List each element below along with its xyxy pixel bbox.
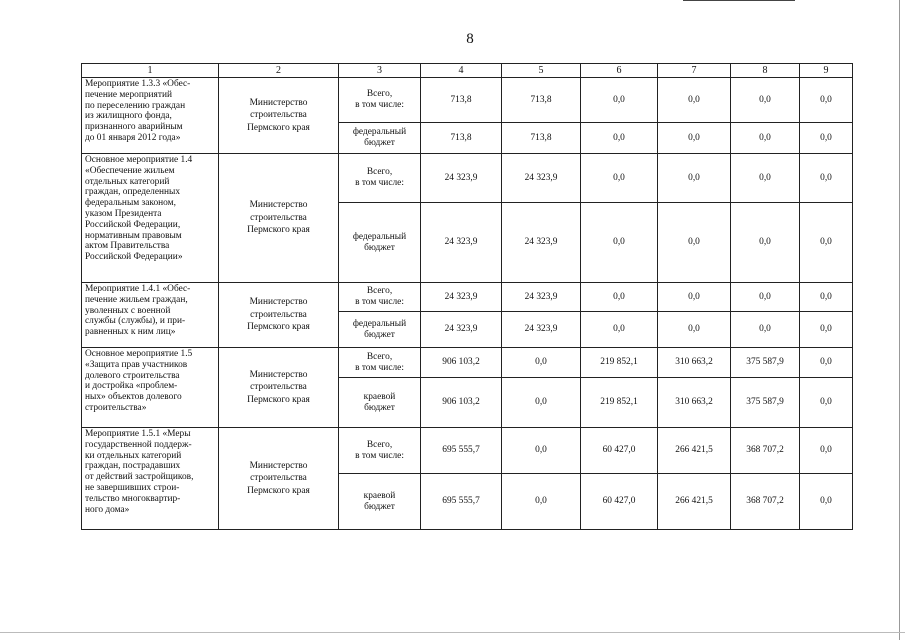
value-cell: 0,0 <box>581 123 658 154</box>
value-cell: 0,0 <box>581 203 658 283</box>
table-body <box>82 78 853 530</box>
value-cell: 24 323,9 <box>421 312 502 348</box>
scan-edge-bottom <box>0 632 905 633</box>
value-cell: 24 323,9 <box>421 203 502 283</box>
activity-cell: Основное мероприятие 1.4 «Обеспечение жильем отдельных категорий граждан, определенных федеральным законом, указом Президента Российской Федерации, нормативным правовым актом Правительства Российской Федерации» <box>82 154 219 283</box>
value-cell: 0,0 <box>658 283 731 312</box>
funding-source-cell: Всего, в том числе: <box>339 283 421 312</box>
value-cell: 695 555,7 <box>421 428 502 474</box>
funding-source-cell: федеральный бюджет <box>339 123 421 154</box>
activity-cell: Мероприятие 1.4.1 «Обес- печение жильем граждан, уволенных с военной службы (службы), и при- равненных к ним лиц» <box>82 283 219 348</box>
value-cell: 60 427,0 <box>581 474 658 530</box>
value-cell: 0,0 <box>731 123 800 154</box>
column-header: 7 <box>658 64 731 78</box>
value-cell: 0,0 <box>800 428 853 474</box>
column-header: 1 <box>82 64 219 78</box>
value-cell: 24 323,9 <box>421 154 502 203</box>
value-cell: 0,0 <box>800 378 853 428</box>
value-cell: 266 421,5 <box>658 428 731 474</box>
table-row <box>82 348 853 378</box>
value-cell: 0,0 <box>581 283 658 312</box>
responsible-cell: Министерство строительства Пермского края <box>219 348 339 428</box>
top-rule <box>683 0 795 1</box>
value-cell: 0,0 <box>731 78 800 123</box>
value-cell: 368 707,2 <box>731 428 800 474</box>
page-number: 8 <box>466 31 474 47</box>
scan-edge-right <box>899 0 900 640</box>
value-cell: 695 555,7 <box>421 474 502 530</box>
value-cell: 24 323,9 <box>502 283 581 312</box>
value-cell: 0,0 <box>502 348 581 378</box>
activity-cell: Мероприятие 1.5.1 «Меры государственной поддерж- ки отдельных категорий граждан, пострадавших от действий застройщиков, не завершивших строи- тельство многоквартир- ного дома» <box>82 428 219 530</box>
funding-source-cell: федеральный бюджет <box>339 312 421 348</box>
value-cell: 0,0 <box>731 154 800 203</box>
value-cell: 0,0 <box>800 312 853 348</box>
header-row <box>82 64 853 78</box>
value-cell: 0,0 <box>800 348 853 378</box>
value-cell: 0,0 <box>800 283 853 312</box>
value-cell: 0,0 <box>658 203 731 283</box>
funding-source-cell: Всего, в том числе: <box>339 428 421 474</box>
value-cell: 0,0 <box>731 312 800 348</box>
value-cell: 906 103,2 <box>421 378 502 428</box>
value-cell: 0,0 <box>581 78 658 123</box>
value-cell: 0,0 <box>502 474 581 530</box>
funding-source-cell: Всего, в том числе: <box>339 154 421 203</box>
column-header: 8 <box>731 64 800 78</box>
value-cell: 0,0 <box>731 283 800 312</box>
value-cell: 0,0 <box>502 428 581 474</box>
value-cell: 375 587,9 <box>731 378 800 428</box>
value-cell: 0,0 <box>581 312 658 348</box>
value-cell: 0,0 <box>502 378 581 428</box>
funding-source-cell: краевой бюджет <box>339 378 421 428</box>
value-cell: 368 707,2 <box>731 474 800 530</box>
value-cell: 0,0 <box>800 78 853 123</box>
value-cell: 0,0 <box>800 154 853 203</box>
table-row <box>82 283 853 312</box>
value-cell: 0,0 <box>581 154 658 203</box>
value-cell: 0,0 <box>731 203 800 283</box>
value-cell: 0,0 <box>658 78 731 123</box>
value-cell: 713,8 <box>502 78 581 123</box>
value-cell: 375 587,9 <box>731 348 800 378</box>
value-cell: 0,0 <box>658 123 731 154</box>
responsible-cell: Министерство строительства Пермского края <box>219 283 339 348</box>
value-cell: 310 663,2 <box>658 378 731 428</box>
value-cell: 713,8 <box>502 123 581 154</box>
value-cell: 219 852,1 <box>581 348 658 378</box>
funding-source-cell: Всего, в том числе: <box>339 348 421 378</box>
value-cell: 713,8 <box>421 123 502 154</box>
value-cell: 24 323,9 <box>421 283 502 312</box>
funding-source-cell: краевой бюджет <box>339 474 421 530</box>
table-row <box>82 428 853 474</box>
value-cell: 219 852,1 <box>581 378 658 428</box>
activity-cell: Мероприятие 1.3.3 «Обес- печение мероприятий по переселению граждан из жилищного фонда, признанного аварийным до 01 января 2012 года» <box>82 78 219 154</box>
funding-source-cell: федеральный бюджет <box>339 203 421 283</box>
value-cell: 24 323,9 <box>502 203 581 283</box>
budget-table <box>81 63 853 530</box>
table-row <box>82 154 853 203</box>
value-cell: 0,0 <box>800 203 853 283</box>
column-header: 6 <box>581 64 658 78</box>
column-header: 3 <box>339 64 421 78</box>
value-cell: 906 103,2 <box>421 348 502 378</box>
column-header: 5 <box>502 64 581 78</box>
value-cell: 0,0 <box>800 123 853 154</box>
column-header: 2 <box>219 64 339 78</box>
value-cell: 24 323,9 <box>502 312 581 348</box>
value-cell: 60 427,0 <box>581 428 658 474</box>
responsible-cell: Министерство строительства Пермского края <box>219 154 339 283</box>
table-row <box>82 78 853 123</box>
value-cell: 310 663,2 <box>658 348 731 378</box>
column-header: 9 <box>800 64 853 78</box>
value-cell: 0,0 <box>658 154 731 203</box>
value-cell: 713,8 <box>421 78 502 123</box>
value-cell: 0,0 <box>658 312 731 348</box>
value-cell: 266 421,5 <box>658 474 731 530</box>
value-cell: 0,0 <box>800 474 853 530</box>
funding-source-cell: Всего, в том числе: <box>339 78 421 123</box>
responsible-cell: Министерство строительства Пермского края <box>219 428 339 530</box>
value-cell: 24 323,9 <box>502 154 581 203</box>
activity-cell: Основное мероприятие 1.5 «Защита прав участников долевого строительства и достройка «проблем- ных» объектов долевого строительства» <box>82 348 219 428</box>
responsible-cell: Министерство строительства Пермского края <box>219 78 339 154</box>
column-header: 4 <box>421 64 502 78</box>
